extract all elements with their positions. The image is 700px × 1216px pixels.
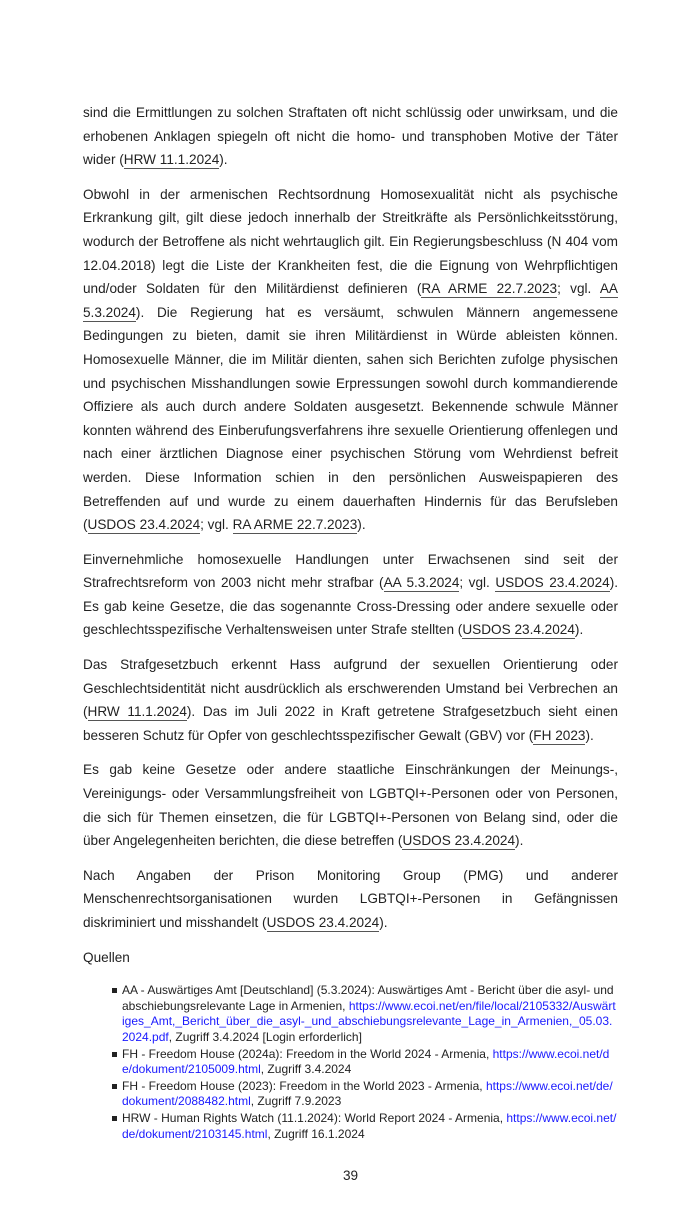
citation-link[interactable]: USDOS 23.4.2024: [462, 622, 575, 638]
citation-link[interactable]: RA ARME 22.7.2023: [421, 281, 558, 297]
paragraph: [83, 653, 618, 747]
citation-link[interactable]: AA 5.3.2024: [83, 281, 618, 320]
sources-list: [110, 983, 618, 1142]
source-url-link[interactable]: https://www.ecoi.net/de/dokument/2088482.html: [122, 1078, 613, 1109]
source-text: FH - Freedom House (2023): Freedom in the World 2023 - Armenia,: [122, 1078, 486, 1093]
paragraph-text: Es gab keine Gesetze oder andere staatliche Einschränkungen der Meinungs-, Vereinigungs- oder Versammlungsfreiheit von LGBTQI+-Personen oder von Personen, die sich für Themen einsetzen, die für LGBTQI+-Personen von Belang sind, oder die über Angelegenheiten berichten, die diese betreffen (: [83, 762, 618, 849]
paragraph-text: ; vgl.: [557, 281, 600, 297]
source-item: [110, 1047, 618, 1078]
paragraph: [83, 864, 618, 935]
paragraph-text: Das Strafgesetzbuch erkennt Hass aufgrund der sexuellen Orientierung oder Geschlechtsidentität nicht ausdrücklich als erschwerenden Umstand bei Verbrechen an (: [83, 657, 618, 720]
source-access-date: , Zugriff 7.9.2023: [250, 1094, 342, 1109]
bullet-icon: [112, 988, 117, 993]
paragraph-text: Einvernehmliche homosexuelle Handlungen unter Erwachsenen sind seit der Strafrechtsreform von 2003 nicht mehr strafbar (: [83, 551, 618, 591]
bullet-icon: [112, 1052, 117, 1057]
bullet-icon: [112, 1084, 117, 1089]
paragraph-text: ).: [219, 152, 228, 168]
paragraph-text: ; vgl.: [459, 575, 496, 591]
paragraph-text: ).: [574, 622, 584, 638]
source-item: [110, 1079, 618, 1110]
source-access-date: , Zugriff 3.4.2024 [Login erforderlich]: [168, 1029, 362, 1044]
citation-link[interactable]: AA 5.3.2024: [383, 575, 460, 591]
citation-link[interactable]: HRW 11.1.2024: [123, 152, 220, 168]
citation-link[interactable]: RA ARME 22.7.2023: [232, 517, 358, 533]
paragraph-text: ).: [515, 833, 524, 849]
source-text: HRW - Human Rights Watch (11.1.2024): World Report 2024 - Armenia,: [122, 1110, 507, 1125]
citation-link[interactable]: HRW 11.1.2024: [87, 704, 187, 720]
paragraph-text: Obwohl in der armenischen Rechtsordnung Homosexualität nicht als psychische Erkrankung gilt, gilt diese jedoch innerhalb der Streitkräfte als Persönlichkeitsstörung, wodurch der Betroffene als nicht wehrtauglich gilt. Ein Regierungsbeschluss (N 404 vom 12.04.2018) legt die Liste der Krankheiten fest, die die Eignung von Wehrpflichtigen und/oder Soldaten für den Militärdienst definieren (: [83, 186, 618, 297]
source-item: [110, 983, 618, 1045]
citation-link[interactable]: USDOS 23.4.2024: [266, 915, 380, 930]
paragraph-text: sind die Ermittlungen zu solchen Straftaten oft nicht schlüssig oder unwirksam, und die erhobenen Anklagen spiegeln oft nicht die homo- und transphoben Motive der Täter wider (: [83, 105, 618, 168]
sources-heading: Quellen: [83, 949, 130, 965]
source-text: FH - Freedom House (2024a): Freedom in the World 2024 - Armenia,: [122, 1046, 493, 1061]
source-text: AA - Auswärtiges Amt [Deutschland] (5.3.2024): Auswärtiges Amt - Bericht über die asyl- und abschiebungsrelevante Lage in Armenien,: [122, 983, 614, 1013]
paragraph: [83, 758, 618, 852]
paragraph-text: ).: [379, 915, 388, 930]
citation-link[interactable]: USDOS 23.4.2024: [495, 575, 610, 591]
paragraph-text: Nach Angaben der Prison Monitoring Group (PMG) und anderer Menschenrechtsorganisationen wurden LGBTQI+-Personen in Gefängnissen diskriminiert und misshandelt (: [83, 867, 618, 930]
paragraph-text: ).: [585, 727, 594, 743]
citation-link[interactable]: USDOS 23.4.2024: [87, 517, 201, 533]
bullet-icon: [112, 1116, 117, 1121]
paragraph-text: ). Das im Juli 2022 in Kraft getretene Strafgesetzbuch sieht einen besseren Schutz für Opfer von geschlechtsspezifischer Gewalt (GBV) vor (: [83, 704, 618, 743]
citation-link[interactable]: USDOS 23.4.2024: [402, 833, 516, 849]
source-access-date: , Zugriff 3.4.2024: [260, 1062, 352, 1077]
paragraph: [83, 101, 618, 172]
paragraph: [83, 183, 618, 537]
source-url-link[interactable]: https://www.ecoi.net/de/dokument/2103145.html: [122, 1110, 617, 1141]
citation-link[interactable]: FH 2023: [533, 727, 586, 743]
paragraph-text: ; vgl.: [200, 517, 233, 533]
source-url-link[interactable]: https://www.ecoi.net/en/file/local/2105332/Auswärtiges_Amt,_Bericht_über_die_asyl-_und_abschiebungsrelevante_Lage_in_Armenien,_05.03.2024.pdf: [122, 998, 616, 1044]
source-access-date: , Zugriff 16.1.2024: [267, 1126, 365, 1141]
paragraph: [83, 548, 618, 642]
paragraph-text: ). Es gab keine Gesetze, die das sogenannte Cross-Dressing oder andere sexuelle oder geschlechtsspezifische Verhaltensweisen unter Strafe stellten (: [83, 575, 619, 638]
source-url-link[interactable]: https://www.ecoi.net/de/dokument/2105009.html: [122, 1046, 610, 1077]
paragraph-text: ). Die Regierung hat es versäumt, schwulen Männern angemessene Bedingungen zu bieten, damit sie ihren Militärdienst in Würde ableisten können. Homosexuelle Männer, die im Militär dienten, sahen sich Berichten zufolge physischen und psychischen Misshandlungen sowie Erpressungen sowohl durch kommandierende Offiziere als auch durch andere Soldaten ausgesetzt. Bekennende schwule Männer konnten während des Einberufungsverfahrens ihre sexuelle Orientierung offenlegen und nach einer ärztlichen Diagnose einer psychischen Störung vom Wehrdienst befreit werden. Diese Information schien in den persönlichen Ausweispapieren des Betreffenden auf und wurde zu einem dauerhaften Hindernis für das Berufsleben (: [83, 304, 618, 533]
source-item: [110, 1111, 618, 1142]
paragraphs: [83, 101, 618, 935]
page-number: 39: [342, 1168, 359, 1184]
paragraph-text: ).: [357, 517, 366, 533]
